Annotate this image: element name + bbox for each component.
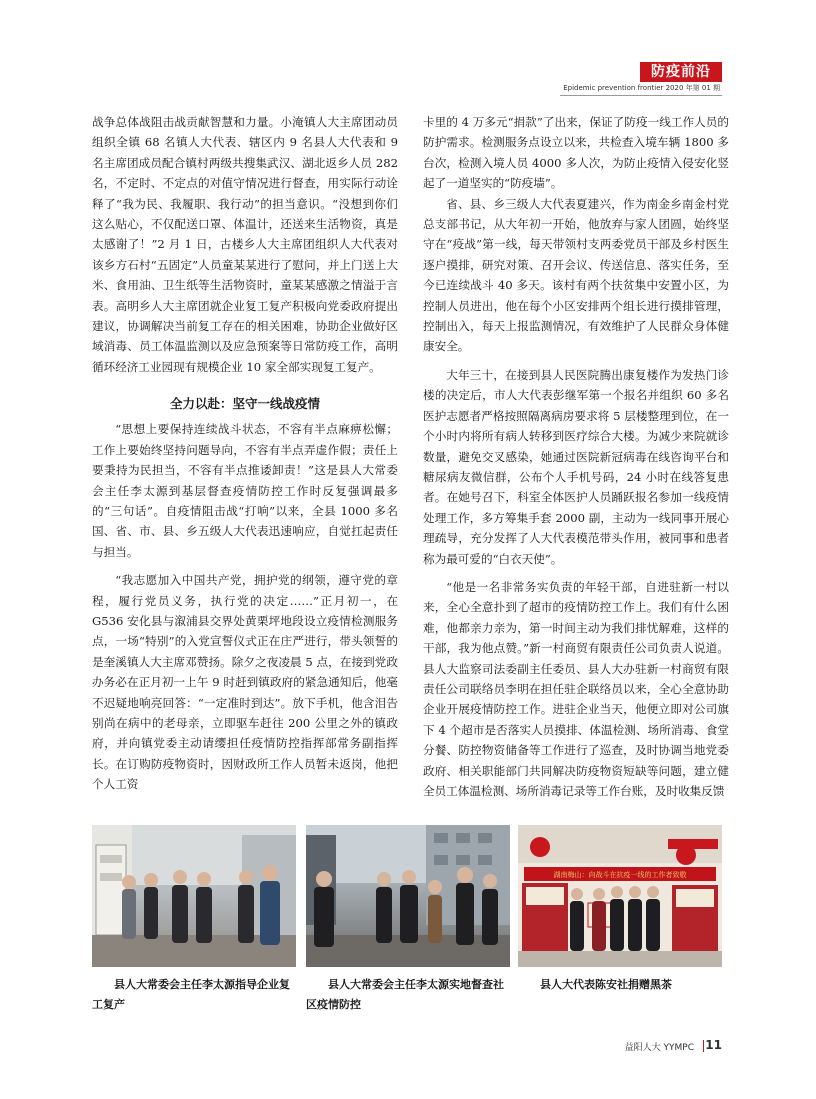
paragraph: 省、县、乡三级人大代表夏建兴，作为南金乡南金村党总支部书记，从大年初一开始，他放弃与家人团圆，始终坚守在“疫战”第一线，每天带领村支两委党员干部及乡村医生逐户摸排，研究对策、召开会议、传送信息、落实任务，至今已连续战斗 40 多天。该村有两个扶贫集中安置小区，为控制人员进出，他在每个小区安排两个组长进行摸排管理，控制出入，每天上报监测情况，有效维护了人民群众身体健康安全。 xyxy=(423,196,729,354)
paragraph: “我志愿加入中国共产党，拥护党的纲领，遵守党的章程，履行党员义务，执行党的决定……”正月初一，在 G536 安化县与溆浦县交界处黄栗坪地段设立疫情检测服务点，一场“特别”的入党宣誓仪式正在庄严进行，带头领誓的是奎溪镇人大主席邓赞扬。除夕之夜凌晨 5 点，在接到党政办务必在正月初一上午 9 时赶到镇政府的紧急通知后，他毫不迟疑地响亮回答：“一定准时到达”。放下手机，他含泪告别尚在病中的老母亲，立即驱车赶往 200 公里之外的镇政府，并向镇党委主动请缨担任疫情防控指挥部常务副指挥长。在订购防疫物资时，因财政所工作人员暂未返岗，他把个人工资 xyxy=(92,573,398,792)
paragraph: “思想上要保持连续战斗状态，不容有半点麻痹松懈；工作上要始终坚持问题导向，不容有半点弄虚作假；责任上要秉持为民担当，不容有半点推诿卸责！”这是县人大常委会主任李太源到基层督查疫情防控工作时反复强调最多的“三句话”。自疫情阻击战“打响”以来，全县 1000 多名国、省、市、县、乡五级人大代表迅速响应，自觉扛起责任与担当。 xyxy=(92,422,398,559)
footer-divider xyxy=(703,1040,704,1052)
paragraph: 卡里的 4 万多元“捐款”了出来，保证了防疫一线工作人员的防护需求。检测服务点设立以来，共检查入境车辆 1800 多台次，检测入境人员 4000 多人次，为防止疫情入侵安化竖起了一道坚实的“防疫墙”。 xyxy=(423,115,729,191)
photo-caption: 县人大常委会主任李太源指导企业复工复产 xyxy=(92,978,290,1011)
header-rule xyxy=(560,95,722,96)
left-column xyxy=(92,112,398,795)
photo-community-inspection xyxy=(306,825,510,967)
page-number: 11 xyxy=(705,1038,722,1052)
page-footer xyxy=(590,1038,722,1054)
paragraph: 大年三十，在接到县人民医院腾出康复楼作为发热门诊楼的决定后，市人大代表彭继军第一个报名并组织 60 多名医护志愿者严格按照隔离病房要求将 5 层楼整理到位，在一个小时内将所有病人转移到医疗综合大楼。为减少来院就诊数量，避免交叉感染，她通过医院新冠病毒在线咨询平台和糖尿病友微信群，公布个人手机号码，24 小时在线答复患者。在她号召下，科室全体医护人员踊跃报名参加一线疫情处理工作，多方筹集手套 2000 副，主动为一线同事开展心理疏导，充分发挥了人大代表模范带头作用，被同事和患者称为最可爱的“白衣天使”。 xyxy=(423,367,729,566)
section-badge: 防疫前沿 xyxy=(640,62,722,82)
photo-caption: 县人大代表陈安社捐赠黑茶 xyxy=(540,978,672,991)
paragraph: “他是一名非常务实负责的年轻干部，自进驻新一村以来，全心全意扑到了超市的疫情防控工作上。我们有什么困难，他都亲力亲为，第一时间主动为我们排忧解难，这样的干部，我为他点赞。”新一村商贸有限责任公司负责人说道。县人大监察司法委副主任委员、县人大办驻新一村商贸有限责任公司联络员李明在担任驻企联络员以来，全心全意协助企业开展疫情防控工作。进驻企业当天，他便立即对公司旗下 4 个超市是否落实人员摸排、体温检测、场所消毒、食堂分餐、防控物资储备等工作进行了巡查，及时协调当地党委政府、相关职能部门共同解决防疫物资短缺等问题，建立健全员工体温检测、场所消毒记录等工作台账，及时收集反馈 xyxy=(423,579,729,798)
photo-caption: 县人大常委会主任李太源实地督查社区疫情防控 xyxy=(306,978,504,1011)
banner-text: 湖南梅山：向战斗在抗疫一线的工作者致敬 xyxy=(553,871,687,879)
photo-tea-donation xyxy=(518,825,722,967)
photo-enterprise-visit xyxy=(92,825,296,967)
paragraph: 战争总体战阻击战贡献智慧和力量。小淹镇人大主席团动员组织全镇 68 名镇人大代表、辖区内 9 名县人大代表和 9 名主席团成员配合镇村两级共搜集武汉、湖北返乡人员 282 名，不定时、不定点的对值守情况进行督查，用实际行动诠释了“我为民、我履职、我行动”的担当意识。“没想到你们这么贴心，不仅配送口罩、体温计，还送来生活物资，真是太感谢了！”2 月 1 日，古楼乡人大主席团组织人大代表对该乡方石村“五固定”人员童某某进行了慰问，并上门送上大米、食用油、卫生纸等生活物资时，童某某感激之情溢于言表。高明乡人大主席团就企业复工复产积极向党委政府提出建议，协调解决当前复工存在的相关困难，协助企业做好区域消毒、员工体温监测以及应急预案等日常防疫工作，高明循环经济工业园现有规模企业 10 家全部实现复工复产。 xyxy=(92,115,398,374)
section-heading: 全力以赴：坚守一线战疫情 xyxy=(169,396,320,412)
issue-subtitle: Epidemic prevention frontier 2020 年第 01 期 xyxy=(563,84,720,92)
right-column xyxy=(423,112,729,801)
publication-name: 益阳人大 YYMPC xyxy=(624,1043,694,1053)
